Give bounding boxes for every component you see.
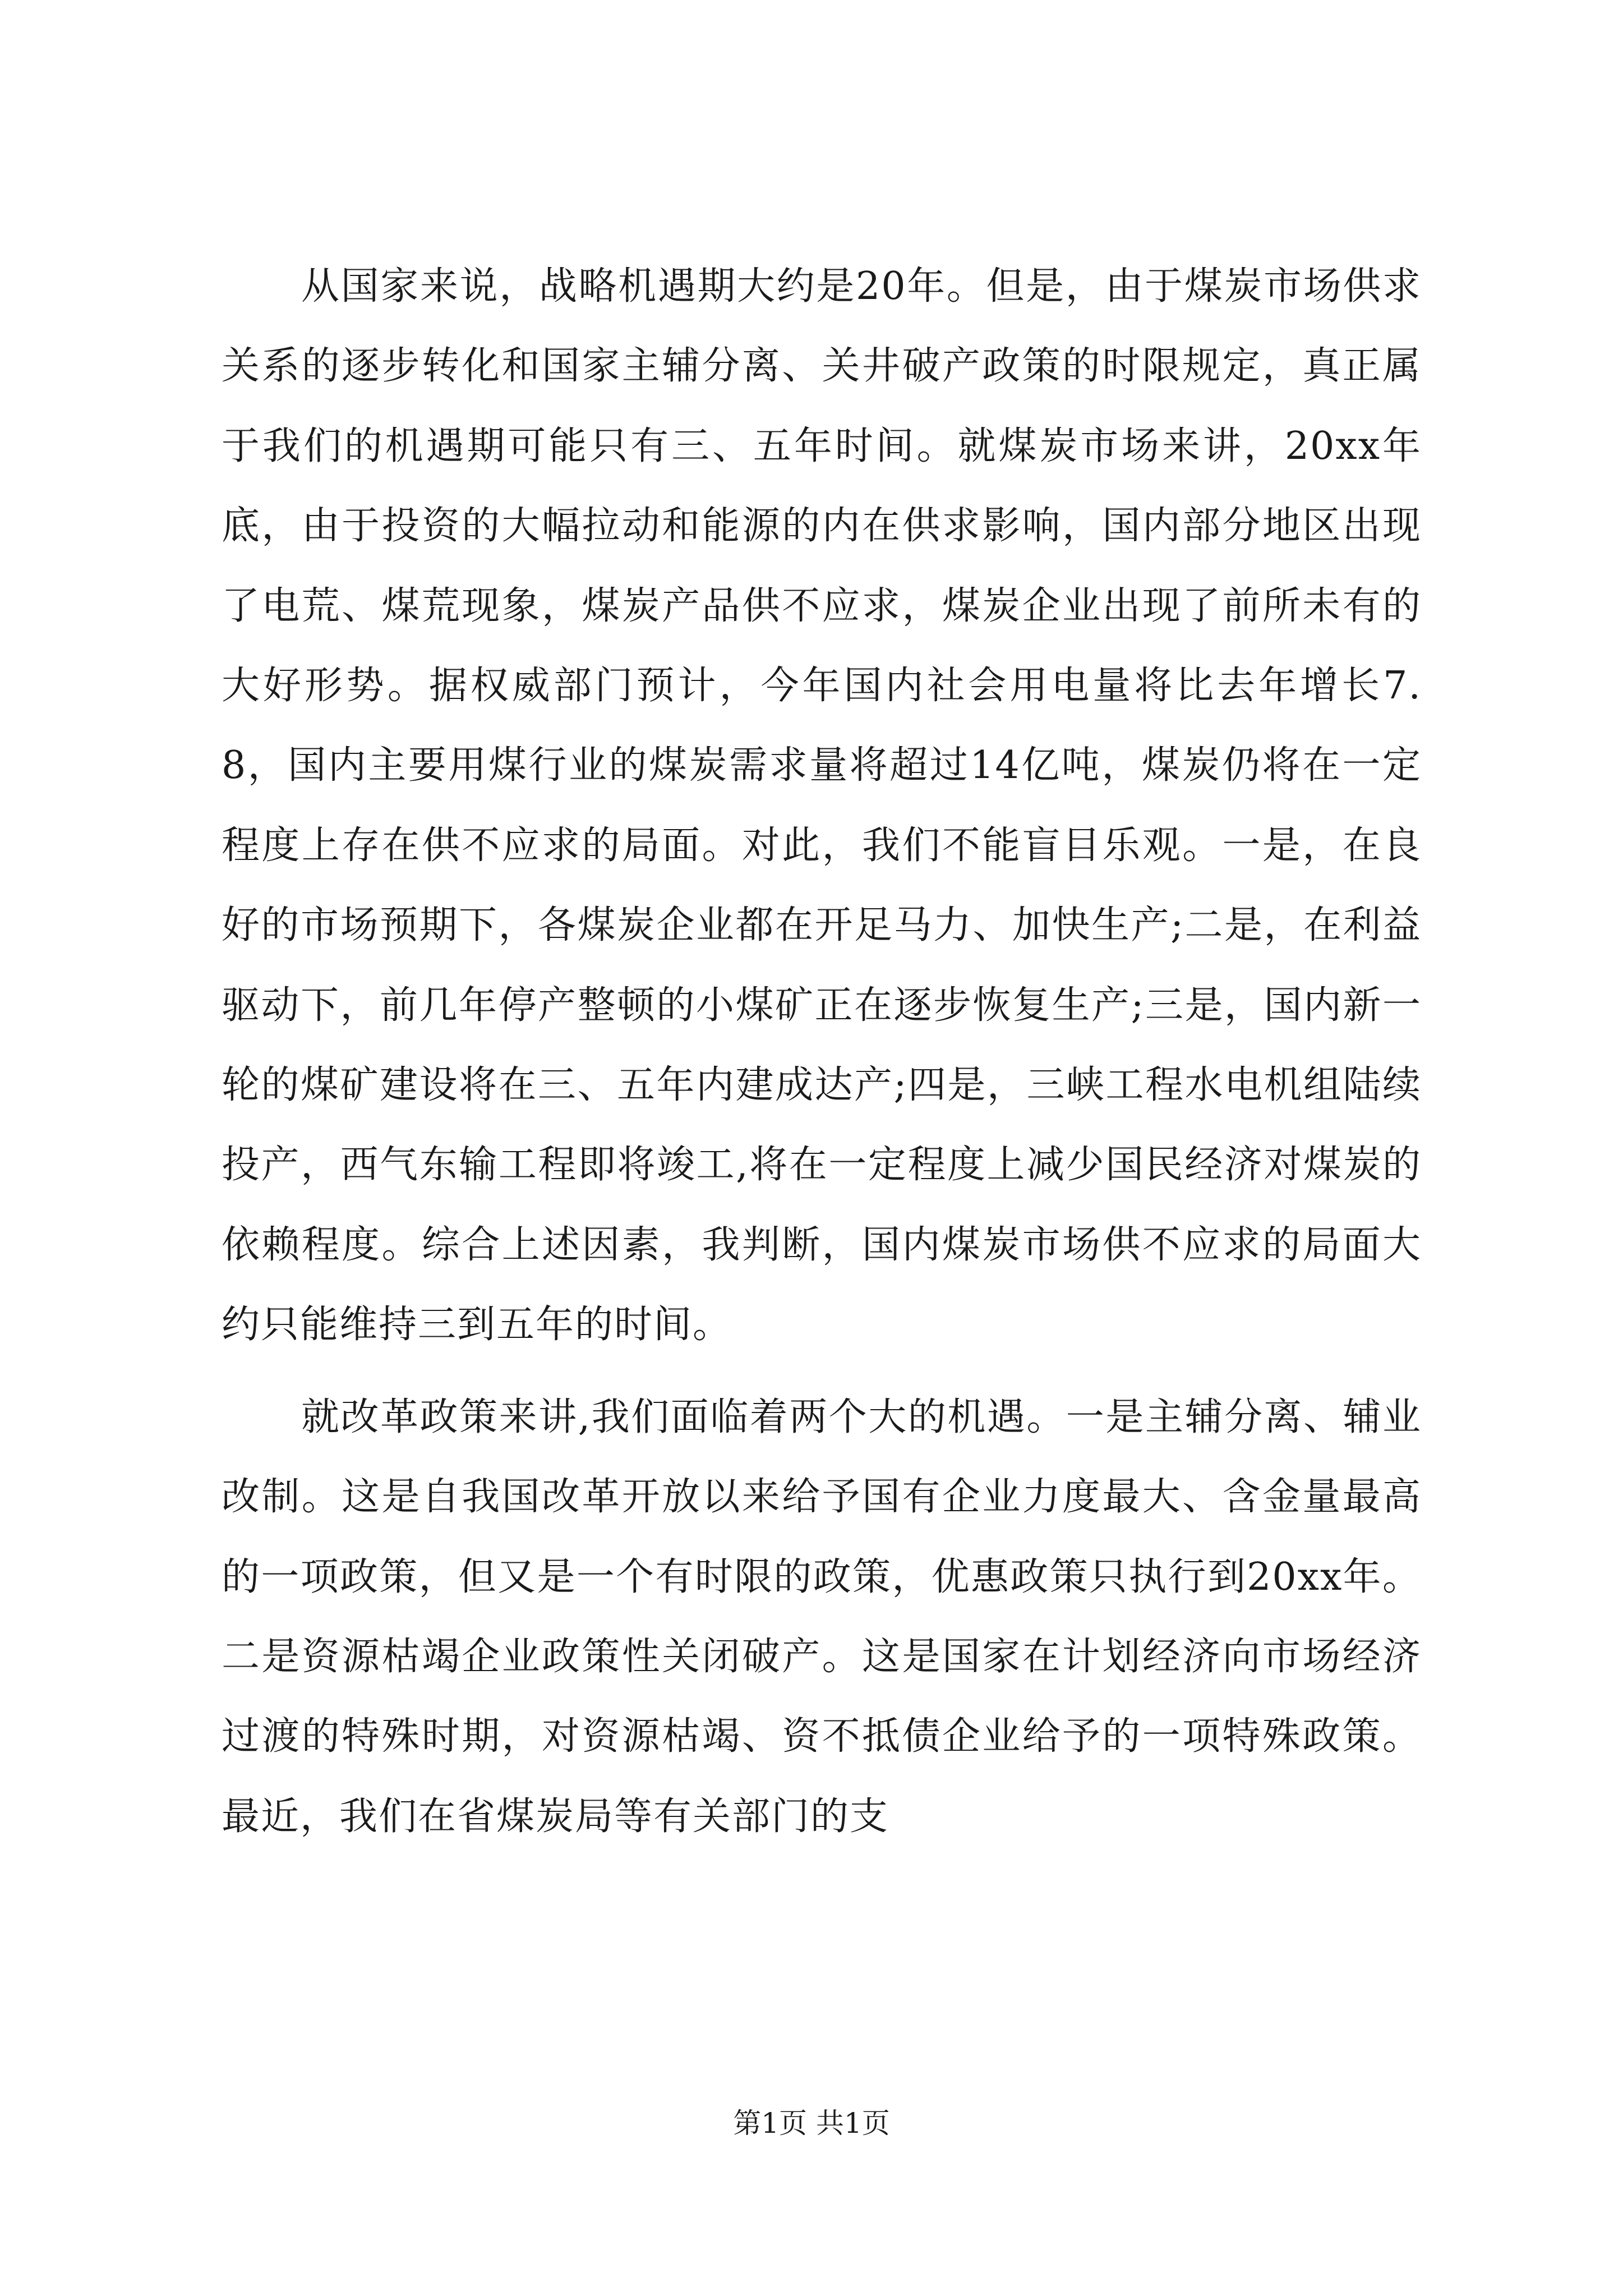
document-body <box>222 247 1422 1857</box>
paragraph-reform-policy: 就改革政策来讲,我们面临着两个大的机遇。一是主辅分离、辅业改制。这是自我国改革开放以来给予国有企业力度最大、含金量最高的一项政策，但又是一个有时限的政策，优惠政策只执行到20xx年。二是资源枯竭企业政策性关闭破产。这是国家在计划经济向市场经济过渡的特殊时期，对资源枯竭、资不抵债企业给予的一项特殊政策。最近，我们在省煤炭局等有关部门的支 <box>222 1395 1422 1839</box>
paragraph-national-opportunity: 从国家来说，战略机遇期大约是20年。但是，由于煤炭市场供求关系的逐步转化和国家主辅分离、关井破产政策的时限规定，真正属于我们的机遇期可能只有三、五年时间。就煤炭市场来讲，20xx年底，由于投资的大幅拉动和能源的内在供求影响，国内部分地区出现了电荒、煤荒现象，煤炭产品供不应求，煤炭企业出现了前所未有的大好形势。据权威部门预计，今年国内社会用电量将比去年增长7.8，国内主要用煤行业的煤炭需求量将超过14亿吨，煤炭仍将在一定程度上存在供不应求的局面。对此，我们不能盲目乐观。一是，在良好的市场预期下，各煤炭企业都在开足马力、加快生产;二是，在利益驱动下，前几年停产整顿的小煤矿正在逐步恢复生产;三是，国内新一轮的煤矿建设将在三、五年内建成达产;四是，三峡工程水电机组陆续投产，西气东输工程即将竣工,将在一定程度上减少国民经济对煤炭的依赖程度。综合上述因素，我判断，国内煤炭市场供不应求的局面大约只能维持三到五年的时间。 <box>222 264 1422 1347</box>
page-number-footer: 第1页 共1页 <box>733 2107 890 2139</box>
